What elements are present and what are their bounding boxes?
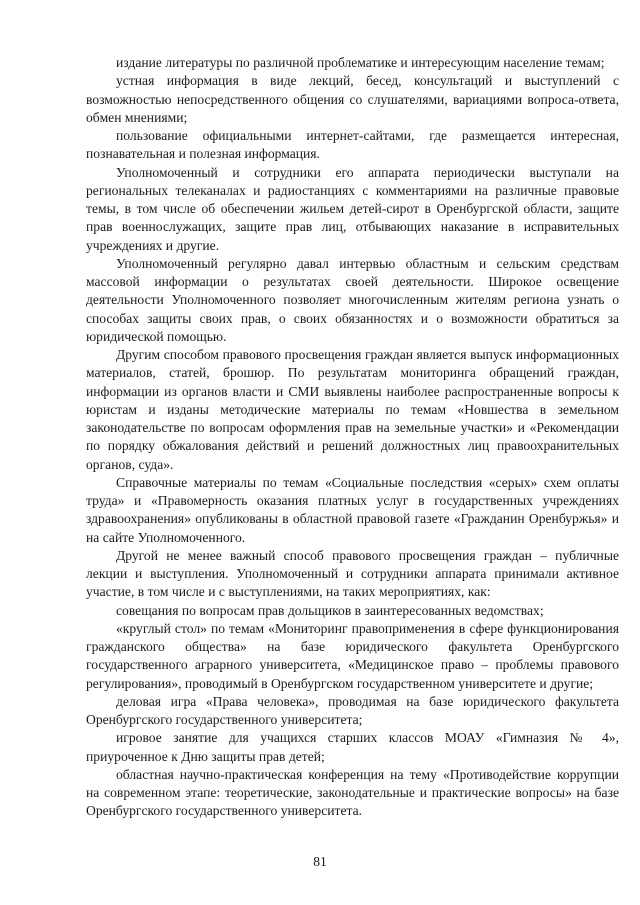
paragraph-informational-materials: Другим способом правового просвещения граждан является выпуск информационных материалов, статей, брошюр. По результатам мониторинга обращений граждан, информации из органов власти и СМИ выявлены наиболее распространенные вопросы к юристам и изданы методические материалы по темам «Новшества в земельном законодательстве по вопросам оформления прав на земельные участки» и «Рекомендации по порядку обжалования действий и решений должностных лиц правоохранительных органов, суда». [86, 347, 619, 472]
list-item-round-table: «круглый стол» по темам «Мониторинг правоприменения в сфере функционирования гражданского общества» на базе юридического факультета Оренбургского государственного аграрного университета, «Медицинское право – проблемы правового регулирования», проводимый в Оренбургском государственном университете и другие; [86, 620, 619, 691]
paragraph-reference-materials: Справочные материалы по темам «Социальные последствия «серых» схем оплаты труда» и «Правомерность оказания платных услуг в государственных учреждениях здравоохранения» опубликованы в областной правовой газете «Гражданин Оренбуржья» и на сайте Уполномоченного. [86, 474, 619, 545]
list-item-websites: пользование официальными интернет-сайтами, где размещается интересная, познавательная и полезная информация. [86, 128, 619, 162]
list-item-conference: областная научно-практическая конференция на тему «Противодействие коррупции на современном этапе: теоретические, законодательные и практические вопросы» на базе Оренбургского государственного университета. [86, 766, 619, 819]
page-number: 81 [313, 854, 327, 869]
list-item-literature: издание литературы по различной проблематике и интересующим население темам; [116, 55, 605, 70]
paragraph-public-lectures: Другой не менее важный способ правового просвещения граждан – публичные лекции и выступления. Уполномоченный и сотрудники аппарата принимали активное участие, в том числе и с выступлениями, на таких мероприятиях, как: [86, 547, 619, 600]
list-item-game-lesson: игровое занятие для учащихся старших классов МОАУ «Гимназия № 4», приуроченное к Дню защиты прав детей; [86, 730, 619, 764]
paragraph-tv-radio: Уполномоченный и сотрудники его аппарата периодически выступали на региональных телеканалах и радиостанциях с комментариями на различные правовые темы, в том числе об обеспечении жильем детей-сирот в Оренбургской области, защите прав военнослужащих, защите прав лиц, отбывающих наказание в исправительных учреждениях и другие. [86, 164, 619, 253]
list-item-business-game: деловая игра «Права человека», проводимая на базе юридического факультета Оренбургского государственного университета; [86, 693, 619, 727]
body-text [86, 54, 619, 821]
list-item-oral-information: устная информация в виде лекций, бесед, консультаций и выступлений с возможностью непосредственного общения со слушателями, вариациями вопроса-ответа, обмен мнениями; [86, 73, 619, 125]
list-item-meetings: совещания по вопросам прав дольщиков в заинтересованных ведомствах; [116, 602, 544, 618]
paragraph-interviews: Уполномоченный регулярно давал интервью областным и сельским средствам массовой информации о результатах своей деятельности. Широкое освещение деятельности Уполномоченного позволяет многочисленным жителям региона узнать о способах защиты своих прав, о своих обязанностях и о возможности обратиться за юридической помощью. [86, 255, 619, 344]
